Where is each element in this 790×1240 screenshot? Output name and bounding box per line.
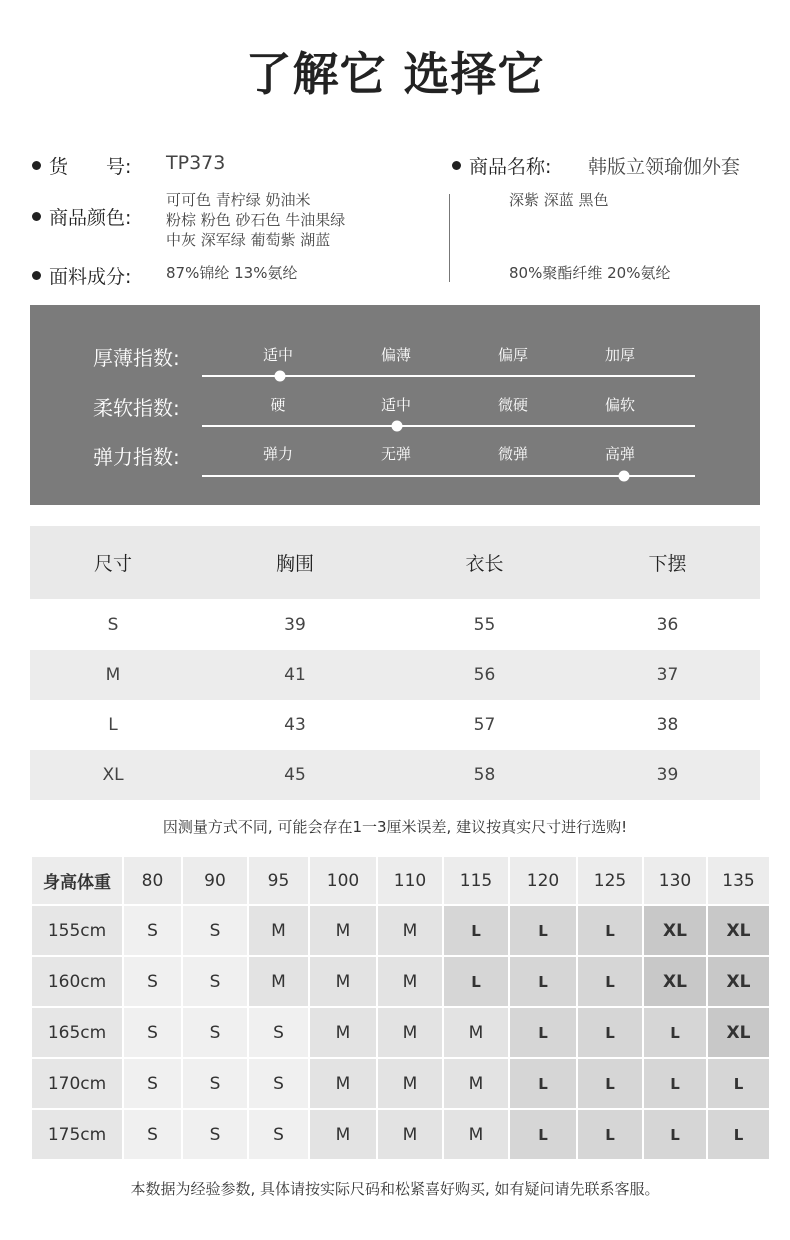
bullet-icon (32, 212, 41, 221)
size-cell: M (444, 1059, 508, 1108)
index-panel (30, 305, 760, 505)
size-cell: S (249, 1110, 308, 1159)
rec-row (32, 957, 769, 1006)
size-cell: M (378, 1059, 442, 1108)
elasticity-option: 高弹 (604, 445, 636, 463)
size-cell: L (578, 1110, 642, 1159)
thickness-option: 偏厚 (497, 346, 529, 364)
rec-row (32, 1059, 769, 1108)
size-cell: M (310, 1059, 376, 1108)
color-values-left (166, 190, 345, 250)
size-cell: S (124, 906, 181, 955)
table-row (30, 700, 760, 750)
table-row (30, 750, 760, 800)
weight-header: 110 (378, 857, 442, 904)
softness-track (202, 425, 695, 427)
size-cell: L (510, 957, 576, 1006)
weight-header: 100 (310, 857, 376, 904)
table-cell: 56 (394, 650, 575, 700)
size-cell: XL (644, 957, 706, 1006)
elasticity-indicator (619, 471, 630, 482)
weight-header: 80 (124, 857, 181, 904)
header-size: 尺寸 (30, 526, 196, 599)
size-recommendation-table (30, 855, 771, 1161)
bullet-icon (452, 161, 461, 170)
elasticity-option: 无弹 (380, 445, 412, 463)
size-cell: M (378, 1110, 442, 1159)
softness-option: 微硬 (497, 396, 529, 414)
size-cell: L (444, 957, 508, 1006)
table-cell: L (108, 715, 118, 735)
table-cell: 58 (394, 750, 575, 800)
color-line: 可可色 青柠绿 奶油米 (166, 191, 311, 209)
elasticity-label: 弹力指数: (93, 445, 180, 469)
size-cell: M (249, 906, 308, 955)
table-cell: S (107, 614, 119, 635)
size-cell: L (578, 1059, 642, 1108)
thickness-option: 适中 (262, 346, 294, 364)
thickness-label: 厚薄指数: (93, 346, 180, 370)
page-title: 了解它 选择它 (245, 47, 545, 101)
sku-value: TP373 (166, 152, 226, 174)
size-cell: L (644, 1008, 706, 1057)
size-cell: S (124, 957, 181, 1006)
color-line: 中灰 深军绿 葡萄紫 湖蓝 (166, 231, 331, 249)
size-cell: S (124, 1008, 181, 1057)
size-cell: L (578, 1008, 642, 1057)
size-cell: L (644, 1059, 706, 1108)
product-name-label: 商品名称: (452, 152, 551, 179)
size-table (30, 526, 760, 800)
table-cell: 37 (575, 650, 760, 700)
table-cell: 39 (284, 614, 306, 635)
softness-label: 柔软指数: (93, 396, 180, 420)
thickness-option: 加厚 (604, 346, 636, 364)
color-line: 粉棕 粉色 砂石色 牛油果绿 (166, 211, 346, 229)
table-cell: M (30, 650, 196, 700)
header-hem: 下摆 (575, 526, 760, 599)
table-row (30, 650, 760, 700)
weight-header: 115 (444, 857, 508, 904)
table-cell: XL (30, 750, 196, 800)
size-cell: L (510, 1059, 576, 1108)
rec-row (32, 1110, 769, 1159)
size-cell: S (183, 957, 247, 1006)
size-cell: XL (644, 906, 706, 955)
table-cell: 55 (473, 614, 496, 635)
table-row (30, 599, 760, 650)
size-cell: L (444, 906, 508, 955)
size-cell: S (183, 1008, 247, 1057)
softness-indicator (392, 421, 403, 432)
size-cell: M (378, 957, 442, 1006)
size-cell: M (378, 1008, 442, 1057)
color-label: 商品颜色: (32, 203, 131, 230)
size-cell: M (310, 906, 376, 955)
size-cell: L (578, 957, 642, 1006)
height-label: 175cm (32, 1110, 122, 1159)
fabric-label: 面料成分: (32, 262, 131, 289)
size-cell: XL (708, 906, 769, 955)
table-cell: 39 (575, 750, 760, 800)
height-label: 160cm (32, 957, 122, 1006)
size-cell: M (310, 1110, 376, 1159)
table-cell: 43 (284, 715, 306, 735)
size-cell: S (249, 1008, 308, 1057)
size-cell: S (249, 1059, 308, 1108)
size-cell: S (183, 906, 247, 955)
size-cell: XL (708, 1008, 769, 1057)
weight-header: 135 (708, 857, 769, 904)
softness-option: 硬 (270, 396, 286, 414)
rec-row (32, 1008, 769, 1057)
bullet-icon (32, 161, 41, 170)
height-label: 155cm (32, 906, 122, 955)
table-cell: 41 (196, 650, 394, 700)
elasticity-option: 弹力 (262, 445, 294, 463)
weight-header: 120 (510, 857, 576, 904)
header-length: 衣长 (394, 526, 575, 599)
height-label: 165cm (32, 1008, 122, 1057)
size-cell: S (183, 1110, 247, 1159)
size-cell: M (444, 1008, 508, 1057)
elasticity-option: 微弹 (497, 445, 529, 463)
fabric-value-right: 80%聚酯纤维 20%氨纶 (509, 264, 671, 282)
size-cell: S (124, 1110, 181, 1159)
size-cell: M (310, 1008, 376, 1057)
height-label: 170cm (32, 1059, 122, 1108)
thickness-option: 偏薄 (380, 346, 412, 364)
size-table-header (30, 526, 760, 599)
corner-label: 身高体重 (32, 857, 122, 904)
info-divider (449, 194, 450, 282)
size-cell: XL (708, 957, 769, 1006)
weight-header: 90 (183, 857, 247, 904)
size-cell: L (510, 1008, 576, 1057)
bullet-icon (32, 271, 41, 280)
fabric-value-left: 87%锦纶 13%氨纶 (166, 264, 298, 282)
softness-option: 适中 (380, 396, 412, 414)
size-cell: S (183, 1059, 247, 1108)
size-cell: M (310, 957, 376, 1006)
header-chest: 胸围 (196, 526, 394, 599)
measurement-note: 因测量方式不同, 可能会存在1一3厘米误差, 建议按真实尺寸进行选购! (162, 818, 628, 836)
rec-row (32, 906, 769, 955)
product-name-value: 韩版立领瑜伽外套 (588, 156, 741, 178)
weight-header: 125 (578, 857, 642, 904)
size-cell: L (708, 1110, 769, 1159)
table-cell: 38 (656, 715, 679, 735)
table-cell: 57 (473, 715, 496, 735)
size-cell: M (249, 957, 308, 1006)
thickness-indicator (275, 371, 286, 382)
size-cell: L (510, 1110, 576, 1159)
size-cell: M (378, 906, 442, 955)
size-cell: M (444, 1110, 508, 1159)
color-values-right: 深紫 深蓝 黑色 (509, 191, 609, 209)
size-cell: L (578, 906, 642, 955)
size-cell: L (708, 1059, 769, 1108)
table-cell: 36 (656, 614, 679, 635)
table-cell: 45 (196, 750, 394, 800)
weight-header: 130 (644, 857, 706, 904)
size-cell: L (644, 1110, 706, 1159)
size-cell: S (124, 1059, 181, 1108)
weight-header: 95 (249, 857, 308, 904)
softness-option: 偏软 (604, 396, 636, 414)
reference-note: 本数据为经验参数, 具体请按实际尺码和松紧喜好购买, 如有疑问请先联系客服。 (130, 1180, 660, 1198)
size-cell: L (510, 906, 576, 955)
rec-header-row (32, 857, 769, 904)
sku-label: 货 号: (32, 152, 131, 179)
